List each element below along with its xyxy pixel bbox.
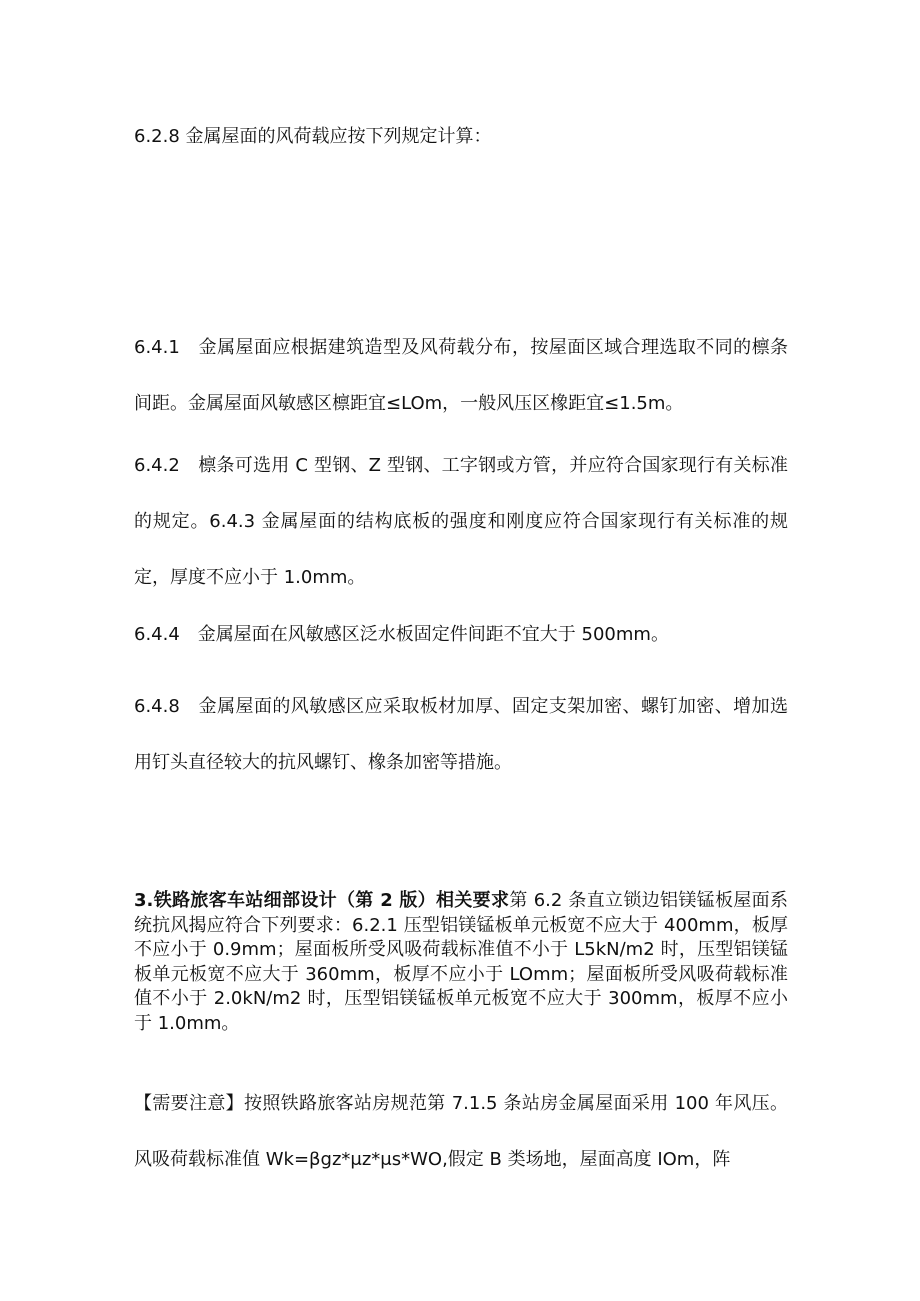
clause-6-4-1: 6.4.1 金属屋面应根据建筑造型及风荷载分布，按屋面区域合理选取不同的檩条间距。金属屋面风敏感区檩距宜≤LOm，一般风压区橡距宜≤1.5m。 bbox=[134, 337, 788, 414]
attention-note: 【需要注意】按照铁路旅客站房规范第 7.1.5 条站房金属屋面采用 100 年风压。风吸荷载标准值 Wk=βgz*μz*μs*WO,假定 B 类场地，屋面高度 IOm，阵 bbox=[134, 1093, 788, 1170]
railway-requirements-paragraph bbox=[134, 889, 788, 1036]
railway-requirements-heading: 3.铁路旅客车站细部设计（第 2 版）相关要求 bbox=[134, 890, 510, 911]
clause-6-4-2-6-4-3: 6.4.2 檩条可选用 C 型钢、Z 型钢、工字钢或方管，并应符合国家现行有关标准的规定。6.4.3 金属屋面的结构底板的强度和刚度应符合国家现行有关标准的规定，厚度不应小于 1.0mm。 bbox=[134, 455, 788, 588]
clause-6-4-8: 6.4.8 金属屋面的风敏感区应采取板材加厚、固定支架加密、螺钉加密、增加选用钉头直径较大的抗风螺钉、橡条加密等措施。 bbox=[134, 696, 788, 773]
clause-6-2-8: 6.2.8 金属屋面的风荷载应按下列规定计算： bbox=[134, 126, 492, 147]
clause-6-4-4: 6.4.4 金属屋面在风敏感区泛水板固定件间距不宜大于 500mm。 bbox=[134, 624, 669, 645]
railway-requirements-body: 第 6.2 条直立锁边铝镁锰板屋面系统抗风揭应符合下列要求：6.2.1 压型铝镁锰板单元板宽不应大于 400mm，板厚不应小于 0.9mm；屋面板所受风吸荷载标准值不小于 L5kN∕m2 时，压型铝镁锰板单元板宽不应大于 360mm，板厚不应小于 LOmm；屋面板所受风吸荷载标准值不小于 2.0kN∕m2 时，压型铝镁锰板单元板宽不应大于 300mm，板厚不应小于 1.0mm。 bbox=[134, 890, 788, 1034]
